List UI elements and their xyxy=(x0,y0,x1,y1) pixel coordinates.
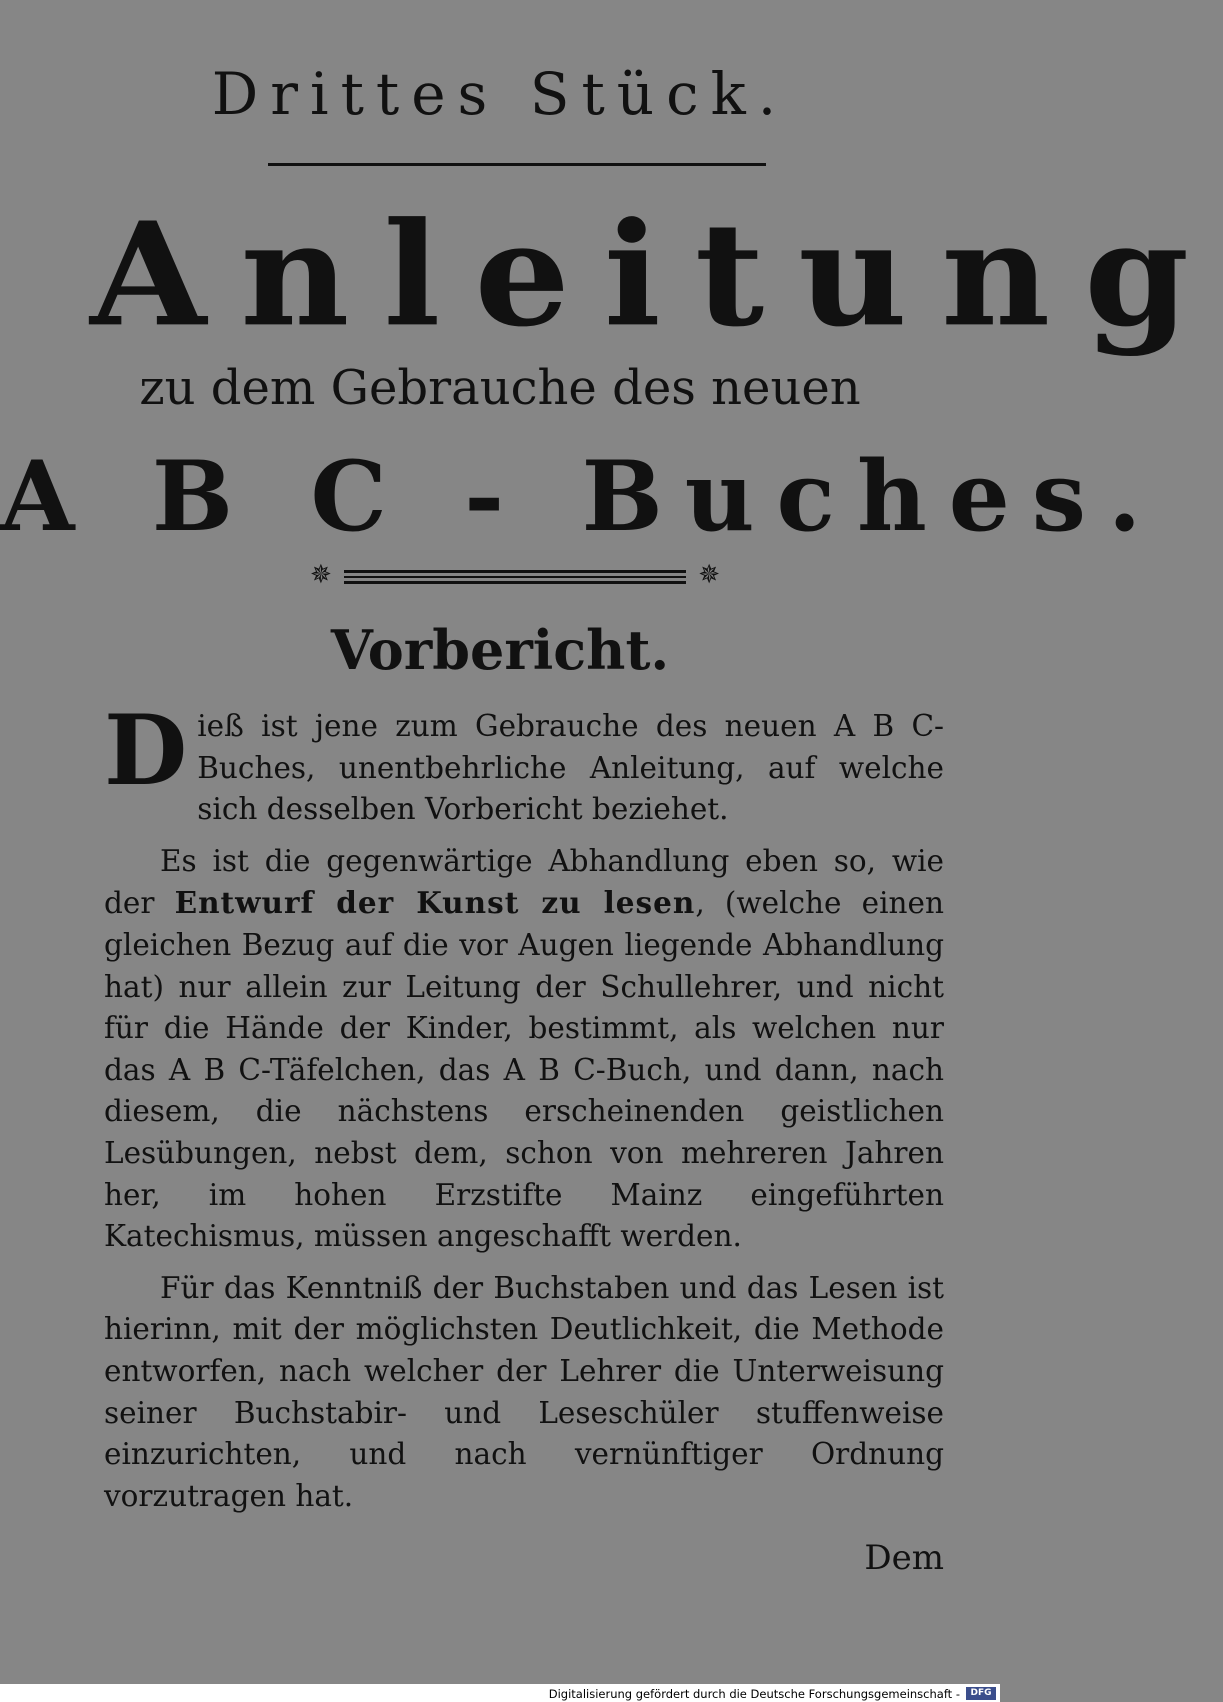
paragraph-3 xyxy=(104,1268,944,1518)
divider-line xyxy=(344,581,686,584)
referenced-work-title: Entwurf der Kunst zu lesen xyxy=(174,885,696,921)
paragraph-2 xyxy=(104,841,944,1258)
catchword: Dem xyxy=(864,1538,944,1578)
section-title: Vorbericht. xyxy=(330,618,670,682)
paragraph-3-text: Für das Kenntniß der Buchstaben und das Lesen ist hierinn, mit der möglichsten Deutlichkeit, die Methode entworfen, nach welcher der Lehrer die Unterweisung seiner Buchstabir- und Leseschüler stuffenweise einzurichten, und nach vernünftiger Ordnung vorzutragen hat. xyxy=(104,1270,944,1513)
body-text xyxy=(104,694,944,1517)
ornamental-divider xyxy=(310,560,720,594)
paragraph-1 xyxy=(104,694,944,831)
main-title: Anleitung xyxy=(90,191,1223,359)
part-heading: Drittes Stück. xyxy=(211,60,789,128)
subtitle: zu dem Gebrauche des neuen xyxy=(139,360,861,416)
top-rule xyxy=(268,163,766,166)
divider-line xyxy=(344,576,686,578)
book-title: A B C - Buches. xyxy=(0,440,1164,553)
paragraph-2-text-end: , (welche einen gleichen Bezug auf die vor Augen liegende Abhandlung hat) nur allein zur Leitung der Schullehrer, und nicht für die Hände der Kinder, bestimmt, als welchen nur das A B C-Täfelchen, das A B C-Buch, und dann, nach diesem, die nächstens erscheinenden geistlichen Lesübungen, nebst dem, schon von mehreren Jahren her, im hohen Erzstifte Mainz eingeführten Katechismus, müssen angeschafft werden. xyxy=(104,886,944,1254)
drop-cap: D xyxy=(104,694,188,807)
paragraph-1-text: ieß ist jene zum Gebrauche des neuen A B C-Buches, unentbehrliche Anleitung, auf welche sich desselben Vorbericht beziehet. xyxy=(197,709,944,827)
paragraph-2-text-start: Es ist die gegenwärtige Abhandlung eben so, wie der xyxy=(104,843,944,921)
ornament-star-icon: ✵ xyxy=(698,560,720,590)
ornament-star-icon: ✵ xyxy=(310,560,332,590)
funding-credit: Digitalisierung gefördert durch die Deutsche Forschungsgemeinschaft - xyxy=(548,1687,960,1701)
dfg-logo-icon: DFG xyxy=(966,1687,996,1700)
footer-bar xyxy=(0,1684,1000,1702)
divider-line xyxy=(344,570,686,573)
